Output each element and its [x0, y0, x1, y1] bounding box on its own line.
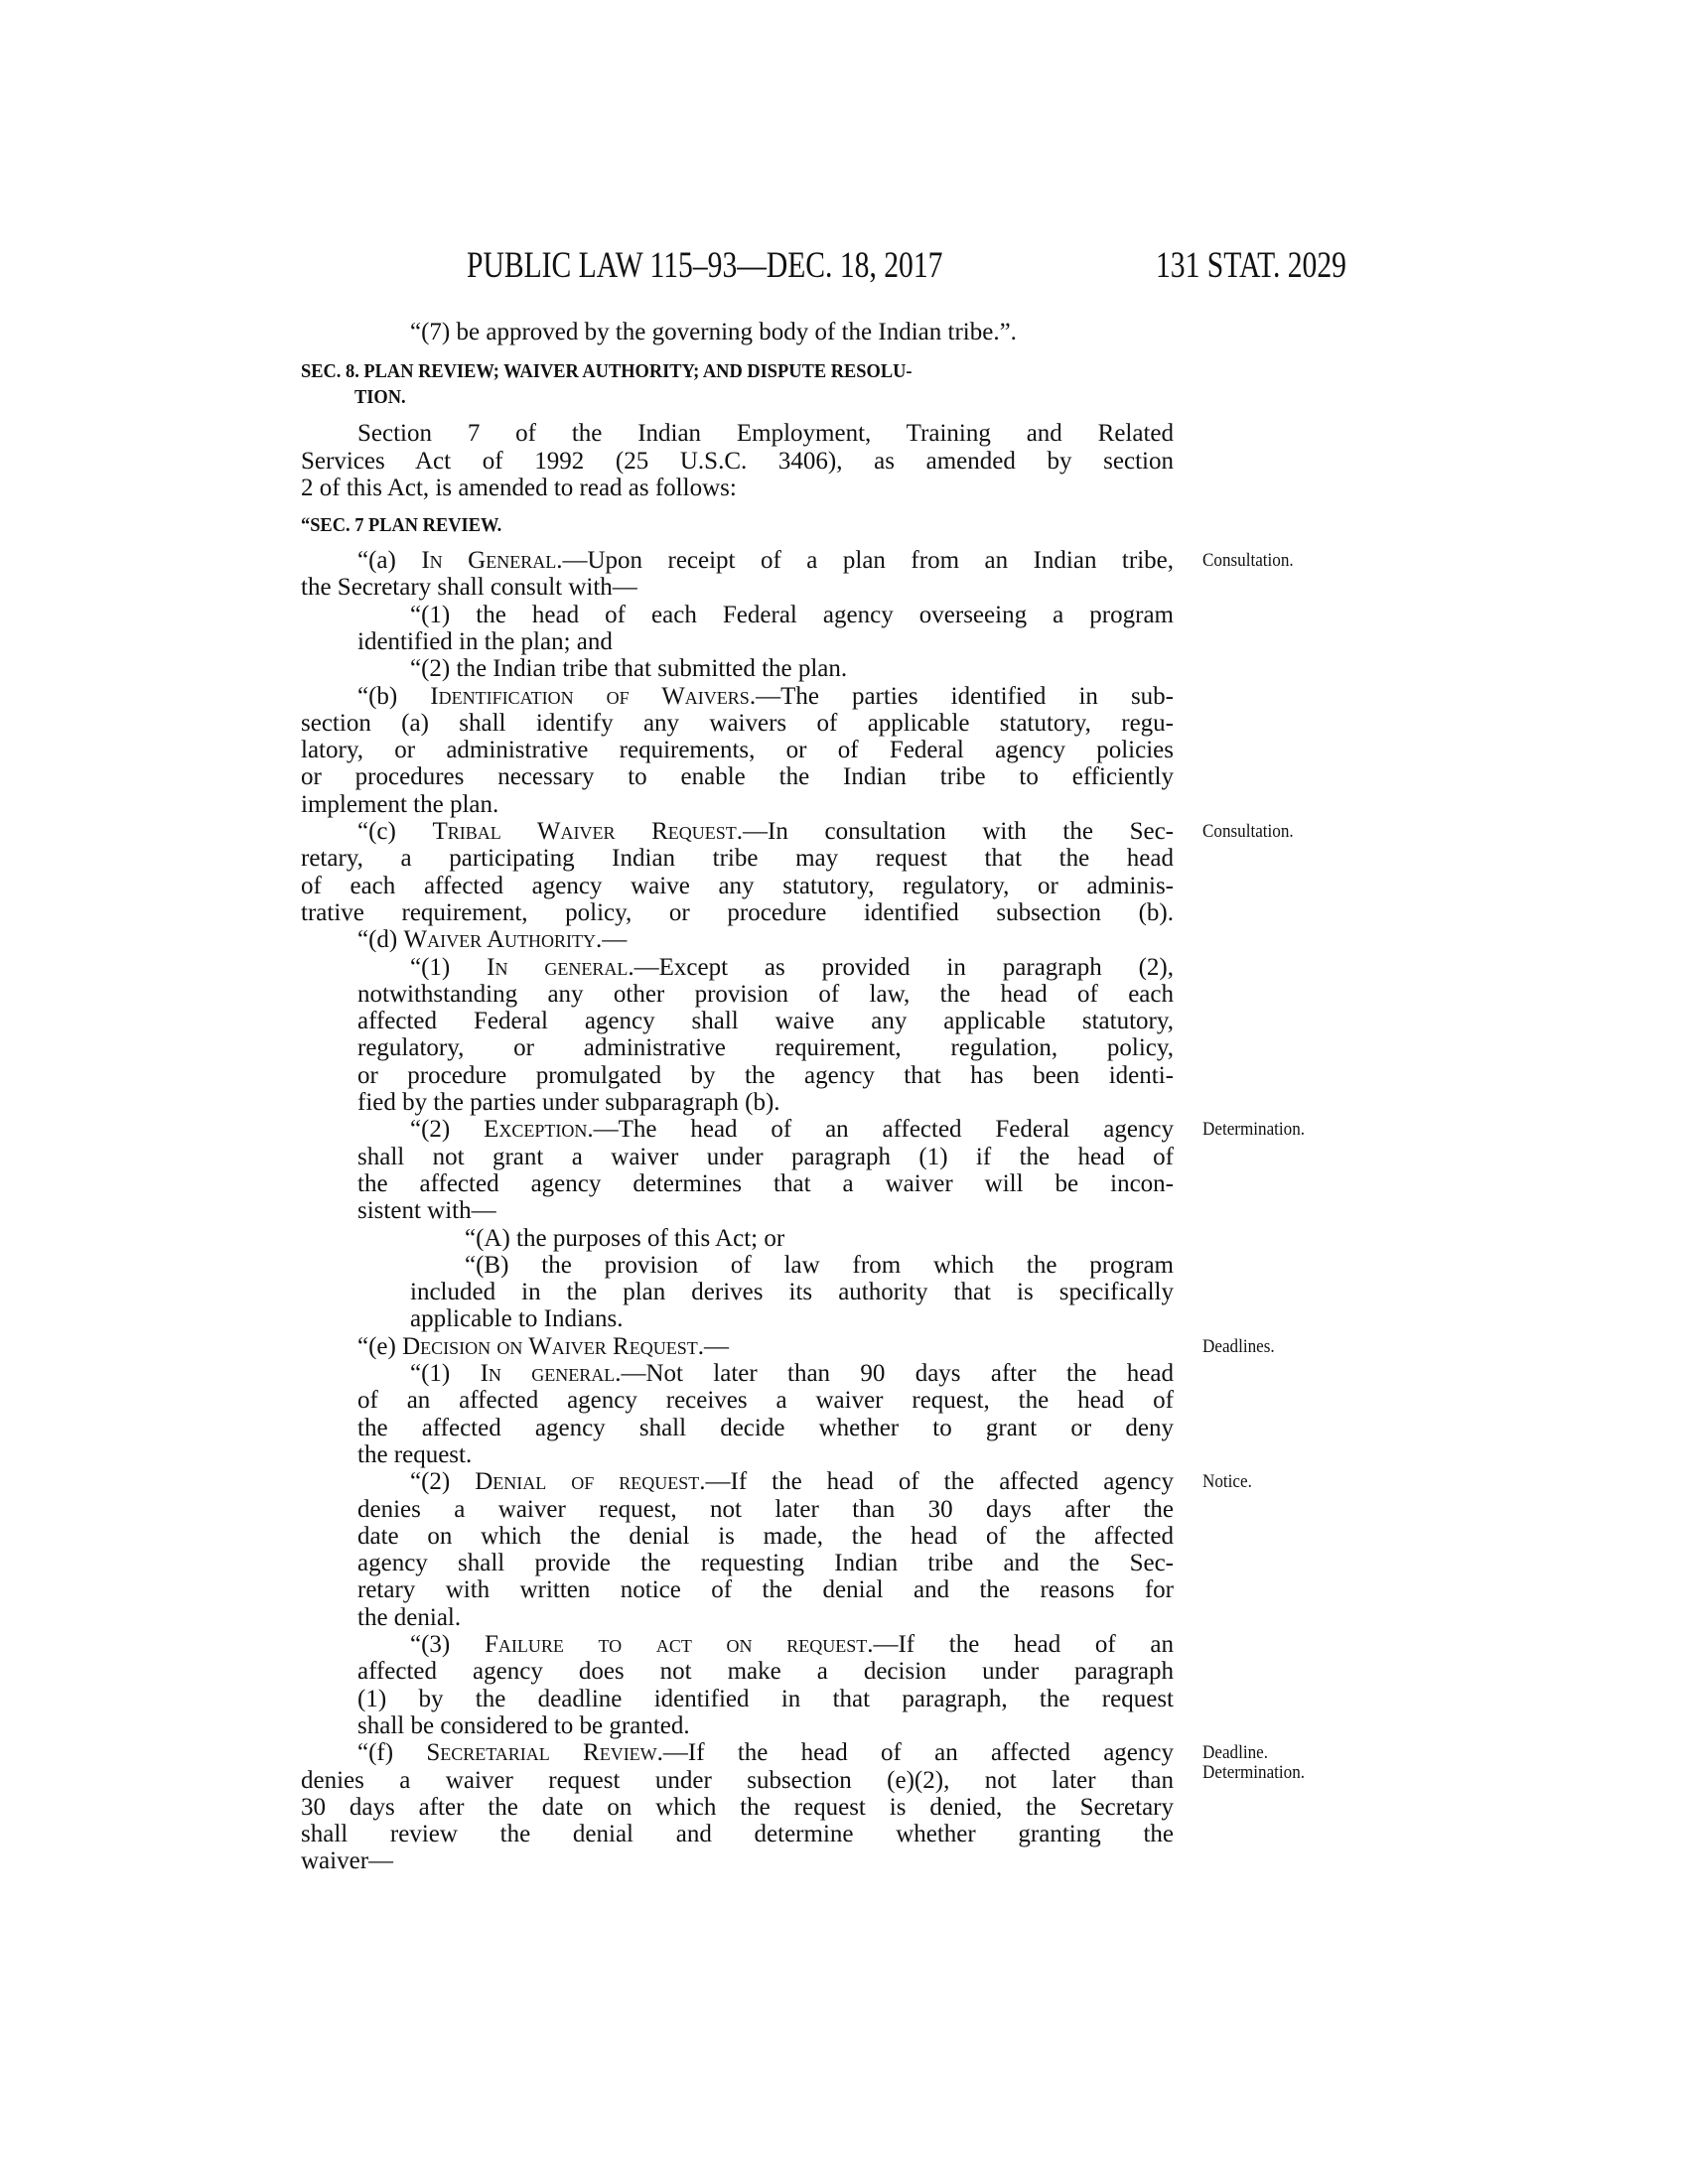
line-text: .—In consultation with the Sec- [736, 818, 1174, 845]
line-text: identified in the plan; and [357, 627, 613, 655]
paragraph-heading: Denial of request [475, 1468, 700, 1496]
line-text: the denial. [357, 1603, 462, 1631]
line-text: implement the plan. [301, 790, 499, 818]
line-text: the affected agency determines that a waiver will be incon- [357, 1169, 1174, 1197]
line-text: included in the plan derives its authority that is specifically [410, 1279, 1174, 1306]
statute-line [301, 791, 498, 819]
line-text: of each affected agency waive any statutory, regulatory, or adminis- [301, 872, 1174, 899]
statute-line [357, 1712, 690, 1740]
statute-line [301, 899, 1174, 927]
line-text: “(c) [357, 818, 433, 845]
line-text: the request. [357, 1440, 473, 1468]
statute-line [357, 1523, 1174, 1551]
line-text: .—Not later than 90 days after the head [615, 1360, 1175, 1387]
section-text-line: Section 7 of the Indian Employment, Training and Related [357, 420, 1174, 447]
section-text-line: Services Act of 1992 (25 U.S.C. 3406), as amended by section [301, 448, 1174, 475]
statute-line [410, 1631, 1174, 1659]
statute-line [357, 1170, 1174, 1198]
statute-line [301, 763, 1174, 791]
line-text: applicable to Indians. [410, 1305, 624, 1333]
line-text: notwithstanding any other provision of law, the head of each [357, 980, 1174, 1008]
statute-line [357, 1604, 461, 1632]
statute-line [357, 628, 613, 656]
paragraph-heading: In general [487, 953, 629, 981]
statute-line [410, 655, 847, 683]
paragraph-heading: In general [480, 1360, 616, 1387]
statute-line [357, 1144, 1174, 1171]
statute-line [410, 1360, 1174, 1388]
line-text: affected Federal agency shall waive any applicable statutory, [357, 1008, 1174, 1035]
statute-line [410, 1279, 1174, 1306]
line-text: of an affected agency receives a waiver request, the head of [357, 1387, 1174, 1415]
line-text: .—Upon receipt of a plan from an Indian tribe, [556, 547, 1174, 574]
line-text: shall not grant a waiver under paragraph (1) if the head of [357, 1143, 1174, 1170]
line-text: agency shall provide the requesting Indian tribe and the Sec- [357, 1550, 1174, 1577]
line-text: or procedure promulgated by the agency that has been identi- [357, 1061, 1174, 1089]
statute-line [301, 1767, 1174, 1795]
line-text: retary with written notice of the denial and the reasons for [357, 1576, 1174, 1604]
line-text: .—The parties identified in sub- [749, 682, 1174, 710]
statute-line [357, 547, 1174, 575]
statute-line [357, 1089, 780, 1117]
statute-line [357, 1576, 1174, 1604]
line-text: date on which the denial is made, the head of the affected [357, 1522, 1174, 1550]
statute-line [357, 1686, 1174, 1713]
margin-note: Notice. [1202, 1471, 1252, 1493]
statute-line [301, 873, 1174, 900]
line-text: .— [697, 1332, 729, 1360]
margin-note: Consultation. [1202, 550, 1294, 571]
statute-line [465, 1225, 784, 1253]
statute-line [357, 1739, 1174, 1767]
line-text: regulatory, or administrative requirement, regulation, policy, [357, 1034, 1174, 1062]
statute-line [357, 818, 1174, 846]
line-text: “(1) [410, 953, 488, 981]
margin-note: Determination. [1202, 1119, 1306, 1141]
line-text: “(a) [357, 547, 422, 574]
line-text: .—Except as provided in paragraph (2), [628, 953, 1175, 981]
line-text: “(A) the purposes of this Act; or [465, 1224, 785, 1252]
paragraph-heading: Tribal Waiver Request [432, 818, 737, 845]
line-text: “(3) [410, 1631, 485, 1658]
line-text: “(f) [357, 1739, 427, 1767]
paragraph-heading: Failure to act on request [484, 1631, 868, 1658]
line-text: .— [596, 926, 628, 954]
running-header-title: PUBLIC LAW 115–93—DEC. 18, 2017 [467, 245, 943, 286]
line-text: .—If the head of an [867, 1631, 1174, 1658]
statute-line [357, 1496, 1174, 1524]
paragraph-heading: Exception [484, 1116, 588, 1144]
statute-line [301, 574, 637, 602]
line-text: “(B) the provision of law from which the program [465, 1251, 1174, 1279]
line-text: waiver— [301, 1847, 394, 1875]
section-heading-cont: TION. [354, 386, 406, 408]
margin-note: Deadline. [1202, 1742, 1268, 1764]
paragraph-heading: Secretarial Review [426, 1739, 657, 1767]
line-text: or procedures necessary to enable the Indian tribe to efficiently [301, 763, 1174, 791]
line-text: affected agency does not make a decision under paragraph [357, 1658, 1174, 1686]
line-text: “(1) [410, 1360, 481, 1387]
subsection-heading: “SEC. 7 PLAN REVIEW. [301, 514, 502, 536]
margin-note: Deadlines. [1202, 1335, 1275, 1357]
line-text: section (a) shall identify any waivers of applicable statutory, regu- [301, 709, 1174, 737]
statute-line [301, 1847, 393, 1875]
line-text: denies a waiver request under subsection (e)(2), not later than [301, 1766, 1174, 1794]
line-text: trative requirement, policy, or procedure identified subsection (b). [301, 898, 1174, 926]
paragraph-heading: Decision on Waiver Request [402, 1332, 698, 1360]
statute-line [301, 737, 1174, 764]
line-text: 30 days after the date on which the request is denied, the Secretary [301, 1793, 1174, 1821]
statute-line [410, 602, 1174, 629]
statute-line [357, 1550, 1174, 1577]
statute-line [410, 1305, 624, 1333]
statute-line [410, 1116, 1174, 1144]
line-text: (1) by the deadline identified in that paragraph, the request [357, 1685, 1174, 1712]
paragraph-heading: In General [421, 547, 557, 574]
statute-line [301, 1821, 1174, 1848]
line-text: shall be considered to be granted. [357, 1711, 690, 1739]
statute-line [301, 1794, 1174, 1822]
margin-note: Consultation. [1202, 821, 1294, 842]
paragraph-heading: Identification of Waivers [430, 682, 750, 710]
section-text-line: 2 of this Act, is amended to read as follows: [301, 475, 737, 501]
margin-note: Determination. [1202, 1762, 1306, 1784]
line-text: denies a waiver request, not later than 30 days after the [357, 1495, 1174, 1523]
statute-line [410, 954, 1174, 982]
statute-line [357, 981, 1174, 1009]
line-text: sistent with— [357, 1197, 496, 1225]
line-text: “(2) [410, 1116, 485, 1144]
statute-line [357, 1415, 1174, 1442]
line-text: .—The head of an affected Federal agency [587, 1116, 1175, 1144]
section-heading: SEC. 8. PLAN REVIEW; WAIVER AUTHORITY; AND DISPUTE RESOLU- [301, 360, 913, 382]
line-text: “(b) [357, 682, 431, 710]
line-text: “(d) [357, 926, 404, 954]
statute-line [357, 1034, 1174, 1062]
statute-line [357, 1441, 472, 1469]
line-text: .—If the head of an affected agency [656, 1739, 1174, 1767]
statute-line [301, 710, 1174, 738]
line-text: “(2) [410, 1468, 476, 1496]
statute-line [357, 926, 627, 954]
line-text: retary, a participating Indian tribe may request that the head [301, 845, 1174, 873]
statute-line [465, 1252, 1174, 1280]
line-text: “(e) [357, 1332, 403, 1360]
line-text: the Secretary shall consult with— [301, 574, 637, 602]
closing-line: “(7) be approved by the governing body of the Indian tribe.”. [410, 319, 1017, 345]
paragraph-heading: Waiver Authority [403, 926, 597, 954]
statute-line [357, 1658, 1174, 1686]
line-text: “(1) the head of each Federal agency overseeing a program [410, 601, 1174, 628]
line-text: latory, or administrative requirements, or of Federal agency policies [301, 737, 1174, 764]
statute-line [357, 1062, 1174, 1090]
line-text: .—If the head of the affected agency [699, 1468, 1175, 1496]
statute-line [410, 1468, 1174, 1496]
statute-line [301, 845, 1174, 873]
line-text: the affected agency shall decide whether to grant or deny [357, 1414, 1174, 1441]
statute-line [357, 1008, 1174, 1035]
line-text: fied by the parties under subparagraph (b). [357, 1089, 780, 1116]
line-text: “(2) the Indian tribe that submitted the plan. [410, 655, 848, 683]
statute-line [357, 1387, 1174, 1415]
statute-line [357, 1333, 729, 1361]
line-text: shall review the denial and determine whether granting the [301, 1821, 1174, 1848]
statute-line [357, 683, 1174, 711]
page-citation: 131 STAT. 2029 [1156, 245, 1346, 286]
statute-line [357, 1197, 496, 1225]
